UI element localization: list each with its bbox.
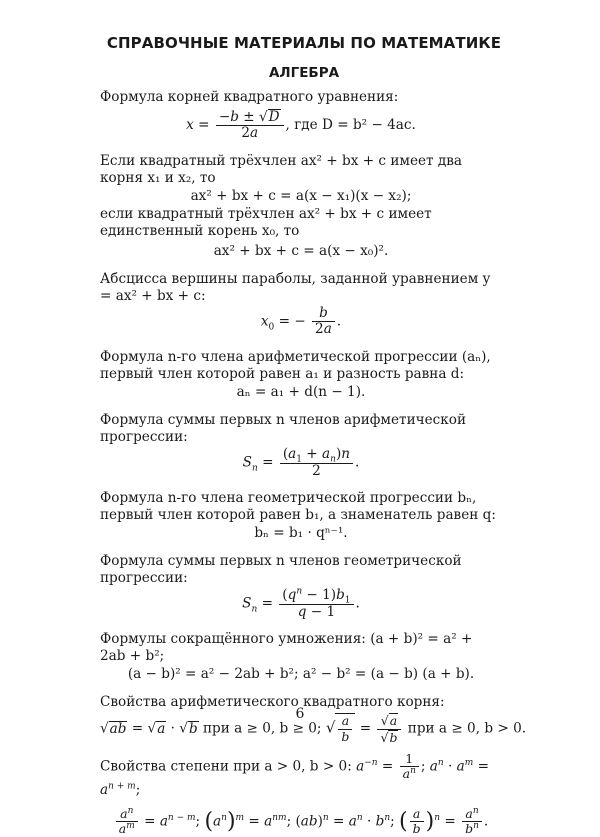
short-mult-text: Формулы сокращённого умножения: (a + b)² = a² + 2ab + b²; [100,631,473,665]
power-props-line: Свойства степени при a > 0, b > 0: $a^{-n}$ = $\frac{1}{a^n}$ ; $a^n \cdot a^m = a^{n + m}$; [100,751,490,798]
quadratic-intro: Формула корней квадратного уравнения: [100,88,399,105]
power-props-formula: $\frac{a^n}{a^m}$ = $a^{n - m}$; $(a^n)^m = a^{nm}$; $(ab)^n = a^n \cdot b^n$; ( $\frac{a}{b}$ )$^n$ = $\frac{a^n}{b^n}$ . [100,807,502,837]
geom-nth-text: Формула n-го члена геометрической прогрессии bₙ, первый член которой равен b₁, а знаменатель равен q: [100,490,496,524]
page-title: СПРАВОЧНЫЕ МАТЕРИАЛЫ ПО МАТЕМАТИКЕ [106,34,502,52]
sqrt-cond2: при a ≥ 0, b > 0. [407,720,527,737]
sqrt-cond1: при a ≥ 0, b ≥ 0; [202,720,322,737]
arith-sum-text: Формула суммы первых n членов арифметической прогрессии: [100,411,467,445]
sqrt-props-formula: √ab = √a · √b при a ≥ 0, b ≥ 0; √ $\frac{a}{b}$ = $\frac{√a}{√b}$ при a ≥ 0, b > 0. [100,713,527,745]
vertex-text: Абсцисса вершины параболы, заданной уравнением y = ax² + bx + c: [100,270,491,304]
geom-nth-formula: bₙ = b₁ · qⁿ⁻¹. [254,525,348,542]
section-heading: АЛГЕБРА [268,64,340,81]
short-mult-formula: (a − b)² = a² − 2ab + b²; a² − b² = (a − b) (a + b). [127,666,475,683]
geom-sum-text: Формула суммы первых n членов геометрической прогрессии: [100,553,462,587]
arith-nth-formula: aₙ = a₁ + d(n − 1). [236,383,366,400]
power-props-text: Свойства степени при a > 0, b > 0: [100,758,352,775]
vertex-formula: $x_0$ = − $\frac{b}{2a}$ . [260,304,342,338]
one-root-text: если квадратный трёхчлен ax² + bx + c имеет единственный корень x₀, то [100,205,432,239]
geom-sum-formula: $S_n$ = $\frac{(q^n - 1)b_1}{q - 1}$ . [242,586,360,620]
two-roots-text: Если квадратный трёхчлен ax² + bx + c имеет два корня x₁ и x₂, то [100,152,463,186]
one-root-formula: ax² + bx + c = a(x − x₀)². [213,242,389,259]
arith-nth-text: Формула n-го члена арифметической прогрессии (aₙ), первый член которой равен a₁ и разность равна d: [100,348,491,382]
sqrt-props-text: Свойства арифметического квадратного корня: [100,694,445,711]
arith-sum-formula: $S_n$ = $\frac{(a_1 + a_n)n}{2}$ . [242,445,360,479]
two-roots-formula: ax² + bx + c = a(x − x₁)(x − x₂); [190,187,412,204]
quadratic-formula: x = $\frac{-b \pm √D}{2a}$ , где D = b² − 4ac. [186,108,416,142]
quadratic-where: , где D = b² − 4ac. [285,116,416,133]
page-number: 6 [295,706,305,722]
